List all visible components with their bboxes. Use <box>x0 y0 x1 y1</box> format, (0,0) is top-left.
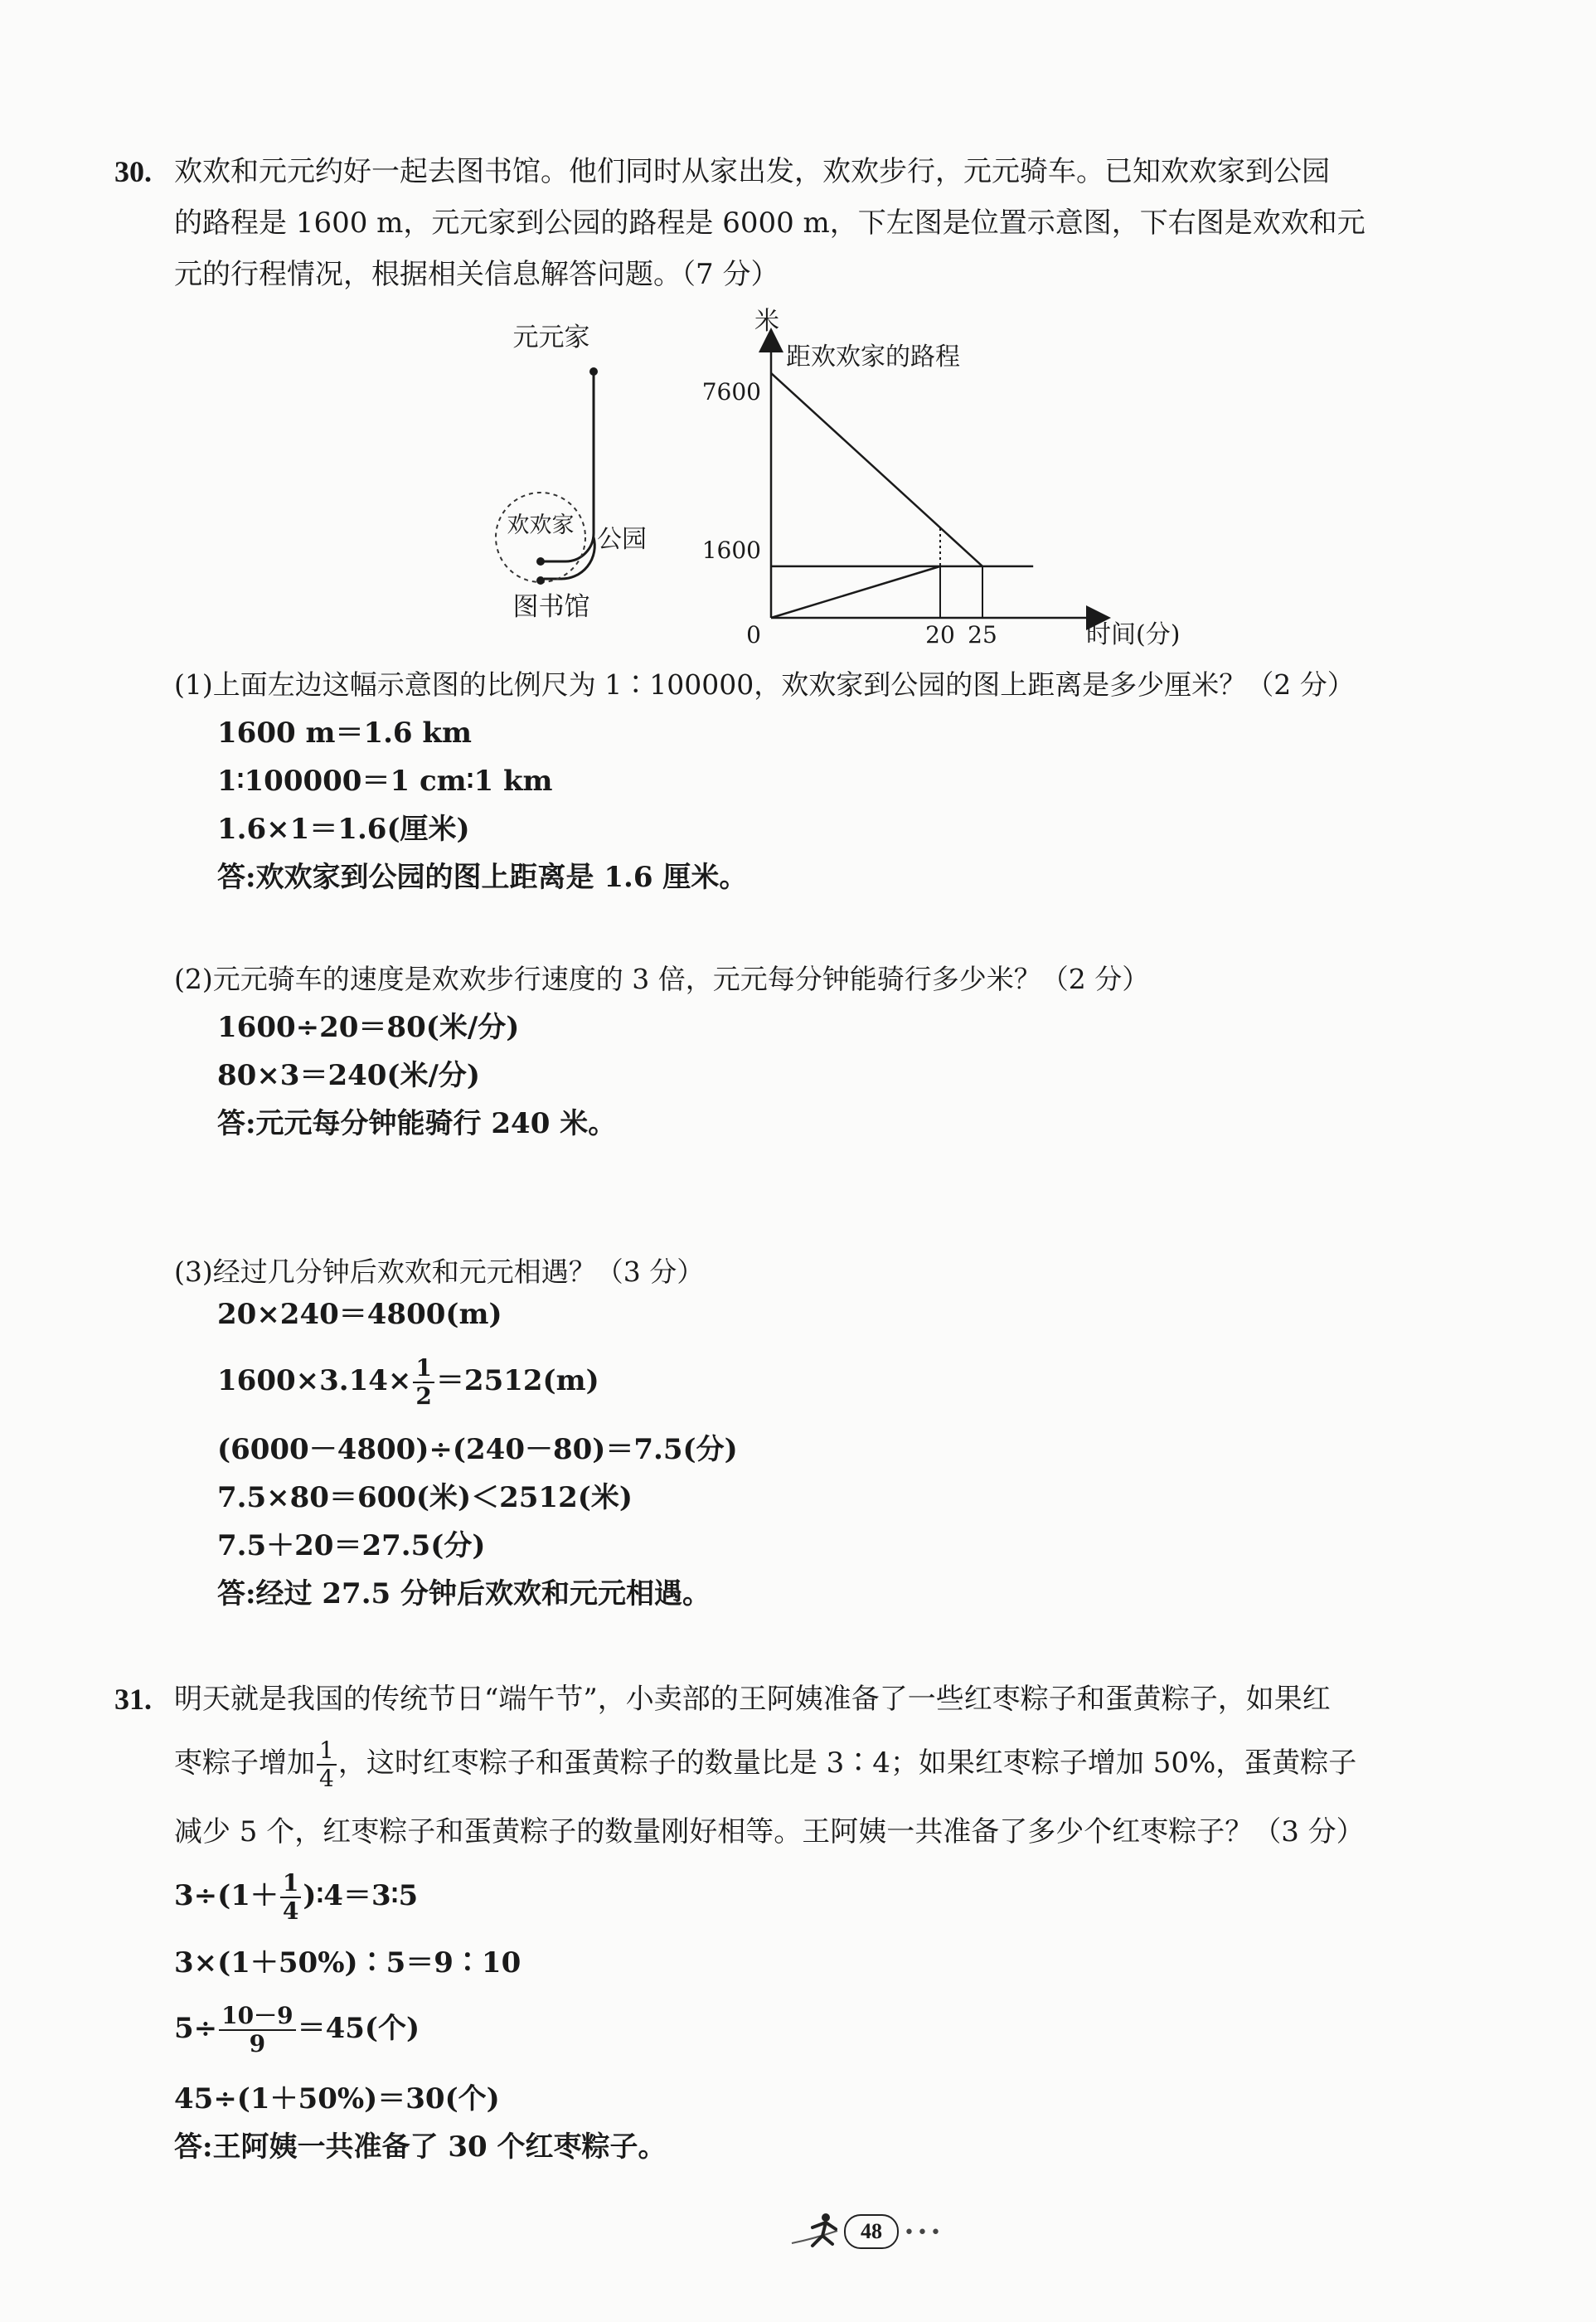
position-map-diagram <box>481 315 680 639</box>
part-3-answer: 答:经过 27.5 分钟后欢欢和元元相遇。 <box>217 1577 711 1610</box>
map-road-park-to-library <box>544 537 594 579</box>
part-3-step-3: (6000－4800)÷(240－80)＝7.5(分) <box>217 1433 738 1466</box>
map-point-huanhuan-home <box>536 557 545 566</box>
x-tick-20: 20 <box>925 621 955 649</box>
q31-answer: 答:王阿姨一共准备了 30 个红枣粽子。 <box>174 2130 667 2164</box>
runner-logo-icon <box>788 2206 846 2256</box>
ninth-fraction <box>219 2004 295 2056</box>
distance-time-chart <box>680 294 1210 668</box>
footer-dots-icon: ••• <box>904 2222 944 2243</box>
part-3-step-5: 7.5＋20＝27.5(分) <box>217 1529 486 1562</box>
part-1-question: (1)上面左边这幅示意图的比例尺为 1∶100000，欢欢家到公园的图上距离是多少厘米？（2 分） <box>174 668 1355 701</box>
part-3-question: (3)经过几分钟后欢欢和元元相遇？（3 分） <box>174 1256 705 1288</box>
fraction-denominator: 2 <box>415 1382 432 1410</box>
fraction-numerator: 1 <box>413 1357 434 1383</box>
question-31-line-2-post: ，这时红枣粽子和蛋黄粽子的数量比是 3∶4；如果红枣粽子增加 50%，蛋黄粽子 <box>337 1746 1357 1780</box>
page-footer <box>788 2206 978 2256</box>
part-2-question: (2)元元骑车的速度是欢欢步行速度的 3 倍，元元每分钟能骑行多少米？（2 分） <box>174 963 1150 995</box>
q31-step-1-post: )∶4＝3∶5 <box>303 1879 419 1912</box>
fraction-numerator: 1 <box>317 1739 337 1766</box>
part-3-step-1: 20×240＝4800(m) <box>217 1298 502 1331</box>
question-30-line-1: 欢欢和元元约好一起去图书馆。他们同时从家出发，欢欢步行，元元骑车。已知欢欢家到公园 <box>174 155 1330 188</box>
chart-title: 距欢欢家的路程 <box>786 342 960 372</box>
fraction-denominator: 4 <box>319 1765 334 1792</box>
part-3-step-2-post: ＝2512(m) <box>435 1364 599 1397</box>
fraction-denominator: 4 <box>282 1897 299 1925</box>
fraction-numerator: 10－9 <box>219 2004 295 2031</box>
part-2-answer: 答:元元每分钟能骑行 240 米。 <box>217 1107 617 1140</box>
question-31-line-2 <box>174 1725 1356 1801</box>
map-point-library <box>536 576 545 585</box>
question-31-line-2-pre: 枣粽子增加 <box>174 1746 315 1780</box>
part-1-step-3: 1.6×1＝1.6(厘米) <box>217 813 470 846</box>
part-1-answer: 答:欢欢家到公园的图上距离是 1.6 厘米。 <box>217 861 748 894</box>
fraction-numerator: 1 <box>280 1872 301 1898</box>
series-line-yuanyuan <box>771 373 982 566</box>
q31-step-1-pre: 3÷(1＋ <box>174 1879 279 1912</box>
page-number: 48 <box>844 2214 899 2249</box>
part-1-step-2: 1∶100000＝1 cm∶1 km <box>217 765 553 798</box>
q31-step-3 <box>174 1993 420 2064</box>
x-tick-25: 25 <box>968 621 997 649</box>
y-tick-7600: 7600 <box>701 378 761 406</box>
q31-step-2: 3×(1＋50%)∶5＝9∶10 <box>174 1946 521 1980</box>
question-31-line-1: 明天就是我国的传统节日“端午节”，小卖部的王阿姨准备了一些红枣粽子和蛋黄粽子，如果红 <box>174 1683 1331 1716</box>
q31-step-3-post: ＝45(个) <box>297 2012 420 2045</box>
question-31-number: 31. <box>114 1683 152 1716</box>
question-30-number: 30. <box>114 155 152 188</box>
q31-step-4: 45÷(1＋50%)＝30(个) <box>174 2082 500 2116</box>
part-3-step-4: 7.5×80＝600(米)＜2512(米) <box>217 1481 633 1514</box>
quarter-fraction <box>280 1869 301 1925</box>
map-label-park: 公园 <box>597 525 647 554</box>
question-31-line-3: 减少 5 个，红枣粽子和蛋黄粽子的数量刚好相等。王阿姨一共准备了多少个红枣粽子？（3 分） <box>174 1815 1365 1848</box>
q31-step-3-pre: 5÷ <box>174 2012 218 2045</box>
question-30-line-2: 的路程是 1600 m，元元家到公园的路程是 6000 m，下左图是位置示意图，下右图是欢欢和元 <box>174 206 1366 240</box>
series-line-huanhuan <box>771 566 940 618</box>
part-1-step-1: 1600 m＝1.6 km <box>217 717 472 750</box>
part-2-step-1: 1600÷20＝80(米/分) <box>217 1011 520 1044</box>
map-label-yuanyuan-home: 元元家 <box>512 323 590 352</box>
fraction-denominator: 9 <box>249 2030 266 2057</box>
quarter-fraction <box>317 1739 337 1790</box>
q31-step-1 <box>174 1860 418 1931</box>
chart-y-unit: 米 <box>754 307 779 336</box>
question-30-line-3: 元的行程情况，根据相关信息解答问题。（7 分） <box>174 258 779 291</box>
chart-x-label: 时间(分) <box>1086 620 1181 649</box>
part-3-step-2 <box>217 1348 599 1414</box>
part-2-step-2: 80×3＝240(米/分) <box>217 1059 481 1092</box>
chart-origin-label: 0 <box>746 621 761 649</box>
map-label-huanhuan-home: 欢欢家 <box>507 512 575 538</box>
half-fraction <box>413 1354 434 1410</box>
part-3-step-2-pre: 1600×3.14× <box>217 1364 412 1397</box>
map-label-library: 图书馆 <box>512 592 590 622</box>
y-tick-1600: 1600 <box>701 537 761 564</box>
